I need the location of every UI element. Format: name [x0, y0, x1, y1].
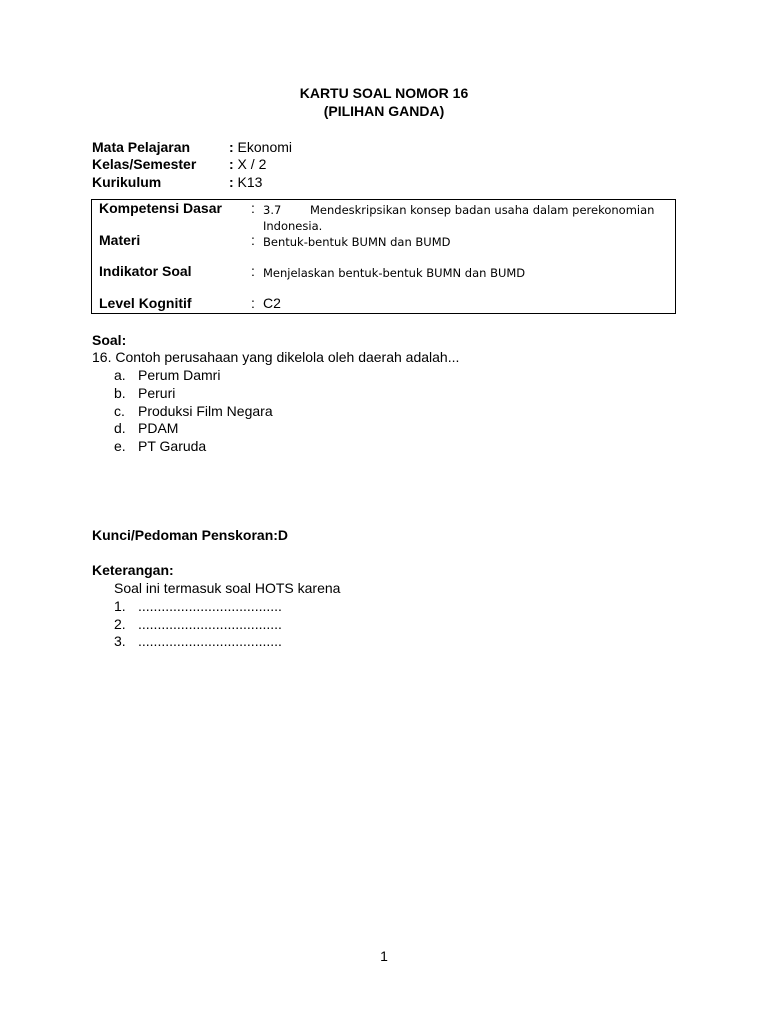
kd-number: 3.7: [263, 203, 282, 217]
row-label: Kompetensi Dasar: [99, 200, 222, 216]
row-label: Indikator Soal: [99, 263, 192, 279]
meta-value: Ekonomi: [233, 139, 293, 155]
option-c: [114, 403, 273, 421]
row-value: Bentuk-bentuk BUMN dan BUMD: [263, 235, 451, 249]
soal-heading: Soal:: [92, 332, 127, 348]
row-colon: :: [251, 232, 255, 248]
item-text: .....................................: [138, 633, 282, 649]
option-text: Peruri: [138, 384, 176, 401]
option-b: [114, 385, 273, 403]
option-letter: b.: [114, 384, 126, 401]
info-table: [91, 199, 676, 314]
option-text: Produksi Film Negara: [138, 402, 273, 419]
question-text: 16. Contoh perusahaan yang dikelola oleh daerah adalah...: [92, 349, 460, 365]
option-letter: e.: [114, 438, 126, 455]
option-a: [114, 367, 273, 385]
kd-text-line1: Mendeskripsikan konsep badan usaha dalam perekonomian: [310, 203, 655, 217]
option-text: Perum Damri: [138, 367, 221, 383]
item-text: .....................................: [138, 615, 282, 632]
card-subtitle: (PILIHAN GANDA): [323, 103, 445, 119]
row-colon: :: [251, 263, 255, 279]
keterangan-list: [114, 598, 282, 651]
meta-label: Kurikulum: [92, 174, 162, 190]
item-number: 2.: [114, 615, 126, 632]
row-colon: :: [251, 295, 255, 311]
list-item: [114, 598, 282, 616]
meta-colon: :: [229, 139, 234, 155]
row-label: Materi: [99, 232, 141, 248]
row-value: Menjelaskan bentuk-bentuk BUMN dan BUMD: [263, 266, 526, 280]
item-number: 1.: [114, 598, 126, 614]
option-d: [114, 420, 273, 438]
item-text: .....................................: [138, 598, 282, 614]
page-number: 1: [380, 948, 388, 964]
row-label: Level Kognitif: [99, 295, 192, 311]
card-title: KARTU SOAL NOMOR 16: [299, 85, 469, 101]
row-colon: :: [251, 200, 255, 216]
option-e: [114, 438, 273, 456]
row-value: C2: [263, 295, 281, 311]
meta-kelas-semester: [92, 156, 266, 173]
option-letter: c.: [114, 402, 125, 419]
meta-mata-pelajaran: [92, 139, 292, 156]
meta-kurikulum: [92, 174, 262, 191]
item-number: 3.: [114, 633, 126, 649]
meta-colon: :: [229, 174, 234, 190]
answer-key: Kunci/Pedoman Penskoran:D: [92, 527, 289, 543]
list-item: [114, 633, 282, 651]
meta-label: Mata Pelajaran: [92, 139, 191, 155]
list-item: [114, 616, 282, 634]
meta-label: Kelas/Semester: [92, 156, 197, 172]
kd-text-line2: Indonesia.: [263, 219, 323, 233]
meta-value: X / 2: [233, 156, 267, 172]
option-text: PT Garuda: [138, 438, 207, 455]
option-letter: a.: [114, 367, 126, 383]
row-value: [263, 202, 673, 234]
meta-colon: :: [229, 156, 234, 172]
keterangan-text: Soal ini termasuk soal HOTS karena: [114, 580, 341, 596]
meta-value: K13: [233, 174, 263, 190]
answer-options: [114, 367, 273, 456]
option-text: PDAM: [138, 420, 179, 437]
keterangan-heading: Keterangan:: [92, 562, 174, 578]
option-letter: d.: [114, 420, 126, 437]
